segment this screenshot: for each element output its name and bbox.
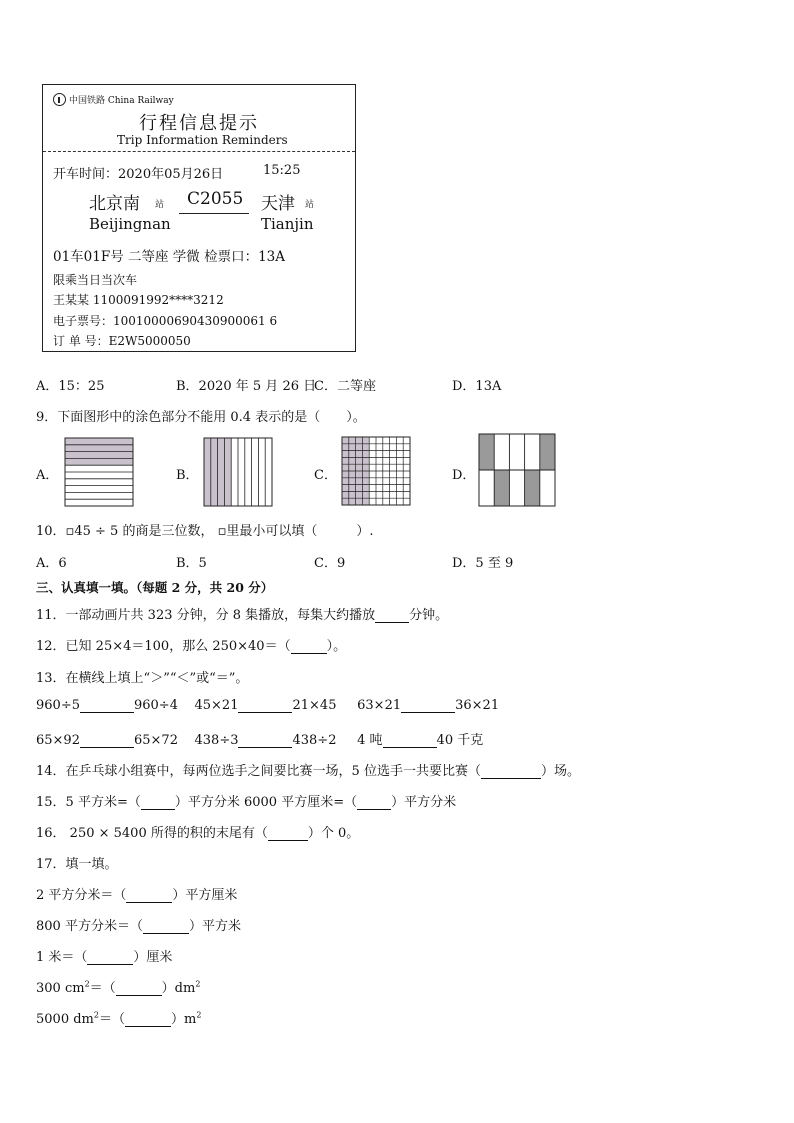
ticket-brand: 中国铁路 China Railway bbox=[69, 96, 174, 106]
q9-figure-c bbox=[341, 436, 411, 506]
q17-superscript: 2 bbox=[196, 1010, 202, 1020]
q14-text: 14．在乒乓球小组赛中，每两位选手之间要比赛一场，5 位选手一共要比赛（ bbox=[36, 764, 481, 779]
q17-blank-2[interactable] bbox=[143, 919, 189, 934]
q13-expr: 438÷2 bbox=[292, 733, 337, 748]
q10-option-a: A．6 bbox=[36, 556, 67, 571]
q17-superscript: 2 bbox=[93, 1010, 99, 1020]
q9-label-d: D． bbox=[452, 468, 476, 483]
q13-blank[interactable] bbox=[80, 733, 134, 748]
q17-text: ＝（ bbox=[89, 981, 116, 996]
q15-blank-2[interactable] bbox=[357, 795, 391, 810]
q17-blank-4[interactable] bbox=[116, 981, 162, 996]
q12-blank[interactable] bbox=[291, 639, 327, 654]
q13-expr: 65×72 bbox=[133, 733, 178, 748]
q17-text: 800 平方分米＝（ bbox=[36, 919, 143, 934]
q17-line-5 bbox=[36, 1008, 201, 1027]
q13-blank[interactable] bbox=[401, 698, 455, 713]
ticket-to-en: Tianjin bbox=[261, 215, 314, 233]
q13-expr: 63×21 bbox=[357, 698, 402, 713]
q13-expr: 960÷5 bbox=[36, 698, 80, 713]
q16 bbox=[36, 822, 359, 841]
q13-expr: 45×21 bbox=[194, 698, 239, 713]
q10-option-d: D．5 至 9 bbox=[452, 556, 514, 571]
q15-text: 15．5 平方米=（ bbox=[36, 795, 141, 810]
q13-expr: 960÷4 bbox=[133, 698, 178, 713]
ticket-train-number: C2055 bbox=[187, 189, 244, 209]
q17-stem: 17．填一填。 bbox=[36, 857, 118, 872]
q8-option-c: C．二等座 bbox=[314, 379, 376, 394]
ticket-passenger: 王某某 1100091992****3212 bbox=[53, 293, 224, 307]
ticket-depart-date: 开车时间：2020年05月26日 bbox=[53, 167, 224, 182]
q13-blank[interactable] bbox=[383, 733, 437, 748]
q9-stem: 9．下面图形中的涂色部分不能用 0.4 表示的是（ ）。 bbox=[36, 410, 366, 425]
q8-option-a: A．15：25 bbox=[36, 379, 105, 394]
q17-blank-5[interactable] bbox=[125, 1012, 171, 1027]
q13-expr: 4 吨 bbox=[357, 733, 383, 748]
q13-expr: 36×21 bbox=[455, 698, 500, 713]
q13-blank[interactable] bbox=[238, 733, 292, 748]
ticket-depart-time: 15:25 bbox=[263, 163, 301, 178]
q9-label-b: B． bbox=[176, 468, 199, 483]
ticket-title-cn: 行程信息提示 bbox=[139, 113, 259, 134]
q17-text: 5000 dm bbox=[36, 1012, 94, 1027]
q16-blank[interactable] bbox=[268, 826, 308, 841]
ticket-title-en: Trip Information Reminders bbox=[117, 133, 288, 147]
q14 bbox=[36, 760, 580, 779]
q17-line-2 bbox=[36, 915, 241, 934]
q8-option-d: D．13A bbox=[452, 379, 502, 394]
q17-text: ）厘米 bbox=[133, 950, 173, 965]
q11-text-end: 分钟。 bbox=[409, 608, 449, 623]
shaded-cell bbox=[479, 434, 494, 470]
q10-option-b: B．5 bbox=[176, 556, 207, 571]
section-3-heading: 三、认真填一填。（每题 2 分，共 20 分） bbox=[36, 580, 274, 595]
q14-text-end: ）场。 bbox=[540, 764, 580, 779]
ticket-order: 订 单 号：E2W5000050 bbox=[53, 334, 191, 348]
ticket-from-en: Beijingnan bbox=[89, 215, 171, 233]
q16-text-end: ）个 0。 bbox=[307, 826, 360, 841]
ticket-divider bbox=[43, 151, 355, 152]
q17-superscript: 2 bbox=[84, 979, 90, 989]
q9-figure-a bbox=[64, 437, 134, 507]
q9-label-a: A． bbox=[36, 468, 59, 483]
q17-text: 2 平方分米＝（ bbox=[36, 888, 127, 903]
ticket-train-underline bbox=[179, 213, 249, 214]
q12 bbox=[36, 635, 346, 654]
q13-row-1 bbox=[36, 698, 499, 713]
q16-text: 16． 250 × 5400 所得的积的末尾有（ bbox=[36, 826, 268, 841]
q17-line-1 bbox=[36, 884, 237, 903]
q9-label-c: C． bbox=[314, 468, 337, 483]
q17-text: ）m bbox=[170, 1012, 197, 1027]
ticket-eticket: 电子票号：10010000690430900061 6 bbox=[53, 314, 278, 328]
q13-expr: 40 千克 bbox=[436, 733, 484, 748]
q13-blank[interactable] bbox=[80, 698, 134, 713]
q14-blank[interactable] bbox=[481, 764, 541, 779]
q17-line-4 bbox=[36, 977, 200, 996]
ticket-from-cn: 北京南 bbox=[89, 194, 140, 214]
q17-blank-1[interactable] bbox=[126, 888, 172, 903]
q17-text: ）dm bbox=[161, 981, 196, 996]
shaded-cell bbox=[494, 470, 509, 506]
shaded-cell bbox=[540, 434, 555, 470]
ticket-to-suffix: 站 bbox=[305, 200, 315, 210]
q9-figure-d bbox=[478, 433, 558, 509]
q11-text: 11．一部动画片共 323 分钟，分 8 集播放，每集大约播放 bbox=[36, 608, 376, 623]
q13-blank[interactable] bbox=[238, 698, 292, 713]
q12-text-end: ）。 bbox=[326, 639, 347, 654]
ticket-limit: 限乘当日当次车 bbox=[53, 273, 138, 287]
q17-blank-3[interactable] bbox=[87, 950, 133, 965]
china-railway-logo-icon bbox=[53, 93, 66, 106]
q10-stem: 10．▫45 ÷ 5 的商是三位数， ▫里最小可以填（ ）. bbox=[36, 524, 374, 539]
q17-superscript: 2 bbox=[195, 979, 201, 989]
q15-text-mid: ）平方分米 6000 平方厘米=（ bbox=[174, 795, 358, 810]
q10-option-c: C．9 bbox=[314, 556, 346, 571]
q13-row-2 bbox=[36, 729, 483, 748]
q13-expr: 65×92 bbox=[36, 733, 80, 748]
q17-text: ＝（ bbox=[98, 1012, 125, 1027]
q17-text: 300 cm bbox=[36, 981, 85, 996]
q17-line-3 bbox=[36, 946, 172, 965]
q11 bbox=[36, 604, 448, 623]
ticket-from-suffix: 站 bbox=[155, 200, 165, 210]
ticket-to-cn: 天津 bbox=[261, 194, 295, 214]
q9-figure-b bbox=[203, 437, 273, 507]
q12-text: 12．已知 25×4＝100，那么 250×40＝（ bbox=[36, 639, 291, 654]
q11-blank[interactable] bbox=[375, 608, 409, 623]
q17-text: ）平方厘米 bbox=[172, 888, 238, 903]
q13-stem: 13．在横线上填上“＞”“＜”或“＝”。 bbox=[36, 671, 249, 686]
ticket-seat-info: 01车01F号 二等座 学微 检票口：13A bbox=[53, 249, 286, 265]
q15 bbox=[36, 791, 456, 810]
ticket-image bbox=[42, 84, 356, 352]
q17-text: ）平方米 bbox=[188, 919, 241, 934]
q15-blank-1[interactable] bbox=[141, 795, 175, 810]
q13-expr: 438÷3 bbox=[194, 733, 239, 748]
q13-expr: 21×45 bbox=[292, 698, 337, 713]
shaded-cell bbox=[525, 470, 540, 506]
q17-text: 1 米＝（ bbox=[36, 950, 88, 965]
q15-text-end: ）平方分米 bbox=[391, 795, 457, 810]
q8-option-b: B．2020 年 5 月 26 日 bbox=[176, 379, 317, 394]
